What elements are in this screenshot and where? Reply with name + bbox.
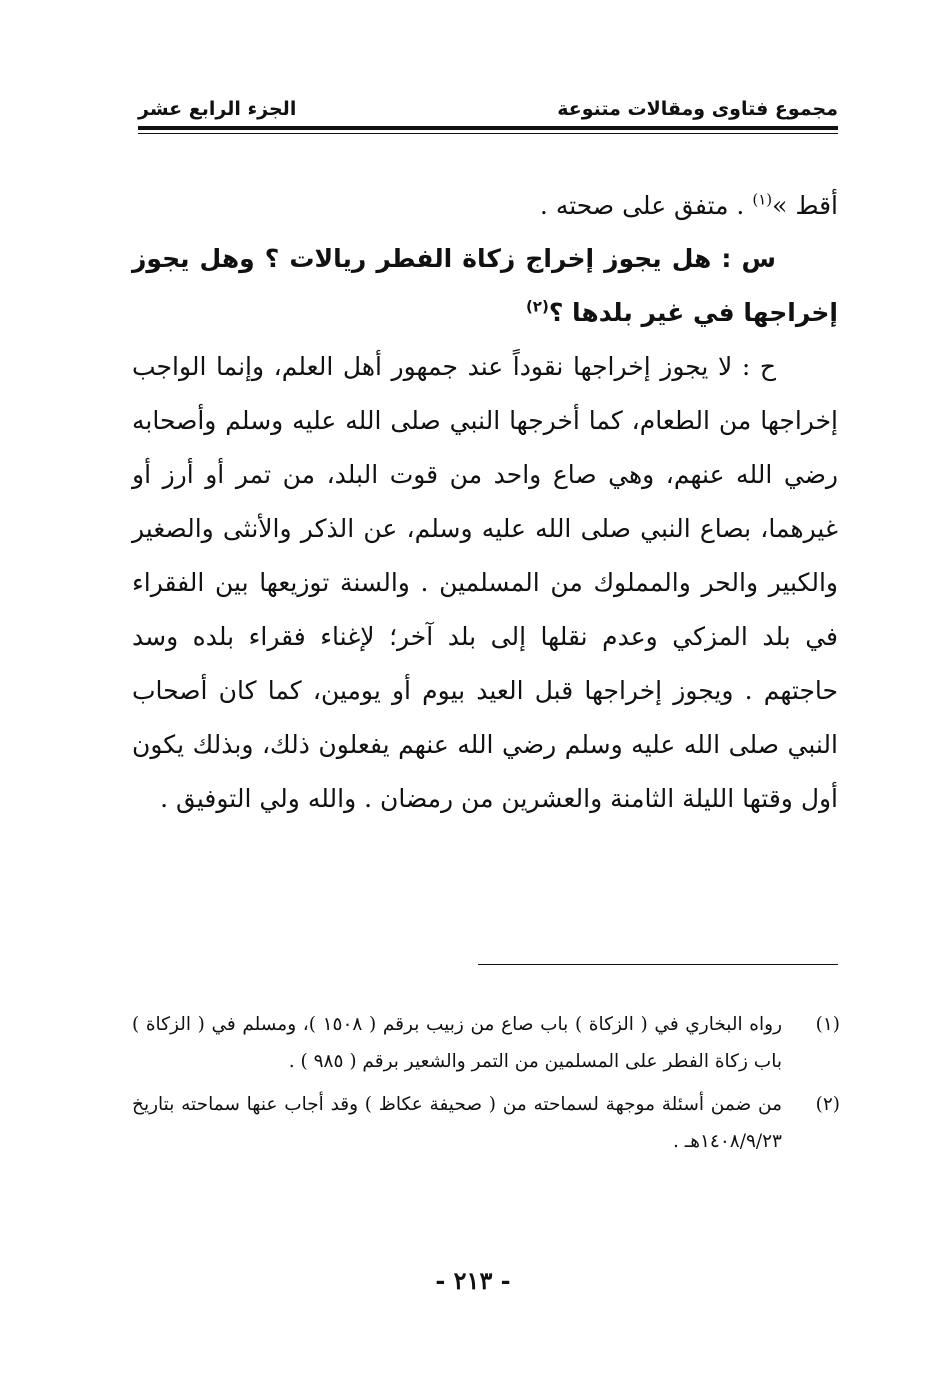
header-rule-thin xyxy=(138,133,838,134)
prev-end: . متفق على صحته . xyxy=(539,191,745,220)
question xyxy=(132,232,838,340)
question-text: س : هل يجوز إخراج زكاة الفطر ريالات ؟ وهل يجوز إخراجها في غير بلدها ؟ xyxy=(132,244,838,327)
footnote-2 xyxy=(132,1086,840,1160)
footnote-number: (٢) xyxy=(815,1094,840,1115)
footnote-ref-2: (٢) xyxy=(525,297,549,316)
footnote-text: من ضمن أسئلة موجهة لسماحته من ( صحيفة عكاظ ) وقد أجاب عنها سماحته بتاريخ ١٤٠٨/٩/٢٣هـ . xyxy=(132,1094,782,1152)
header-book-title: مجموع فتاوى ومقالات متنوعة xyxy=(557,98,838,120)
footnote-1 xyxy=(132,1006,840,1080)
page-number: - ٢١٣ - xyxy=(435,1266,511,1295)
answer-text: ح : لا يجوز إخراجها نقوداً عند جمهور أهل العلم، وإنما الواجب إخراجها من الطعام، كما أخرجها النبي صلى الله عليه وسلم وأصحابه رضي الله عنهم، وهي صاع واحد من قوت البلد، من تمر أو أرز أو غيرهما، بصاع النبي صلى الله عليه وسلم، عن الذكر والأنثى والصغير والكبير والحر والمملوك من المسلمين . والسنة توزيعها بين الفقراء في بلد المزكي وعدم نقلها إلى بلد آخر؛ لإغناء فقراء بلده وسد حاجتهم . ويجوز إخراجها قبل العيد بيوم أو يومين، كما كان أصحاب النبي صلى الله عليه وسلم رضي الله عنهم يفعلون ذلك، وبذلك يكون أول وقتها الليلة الثامنة والعشرين من رمضان . والله ولي التوفيق . xyxy=(132,352,838,813)
header-volume: الجزء الرابع عشر xyxy=(138,98,297,120)
main-text xyxy=(132,180,838,826)
footnote-number: (١) xyxy=(815,1014,840,1035)
footnote-text: رواه البخاري في ( الزكاة ) باب صاع من زبيب برقم ( ١٥٠٨ )، ومسلم في ( الزكاة ) باب زكاة الفطر على المسلمين من التمر والشعير برقم ( ٩٨٥ ) . xyxy=(132,1014,782,1072)
previous-text-end xyxy=(132,180,838,232)
prev-text: أقط » xyxy=(772,191,838,220)
header-rule-thick xyxy=(138,126,838,130)
footnotes xyxy=(132,1006,840,1166)
footnote-separator xyxy=(478,964,838,965)
footnote-ref-1: (١) xyxy=(752,190,773,209)
answer xyxy=(132,340,838,826)
